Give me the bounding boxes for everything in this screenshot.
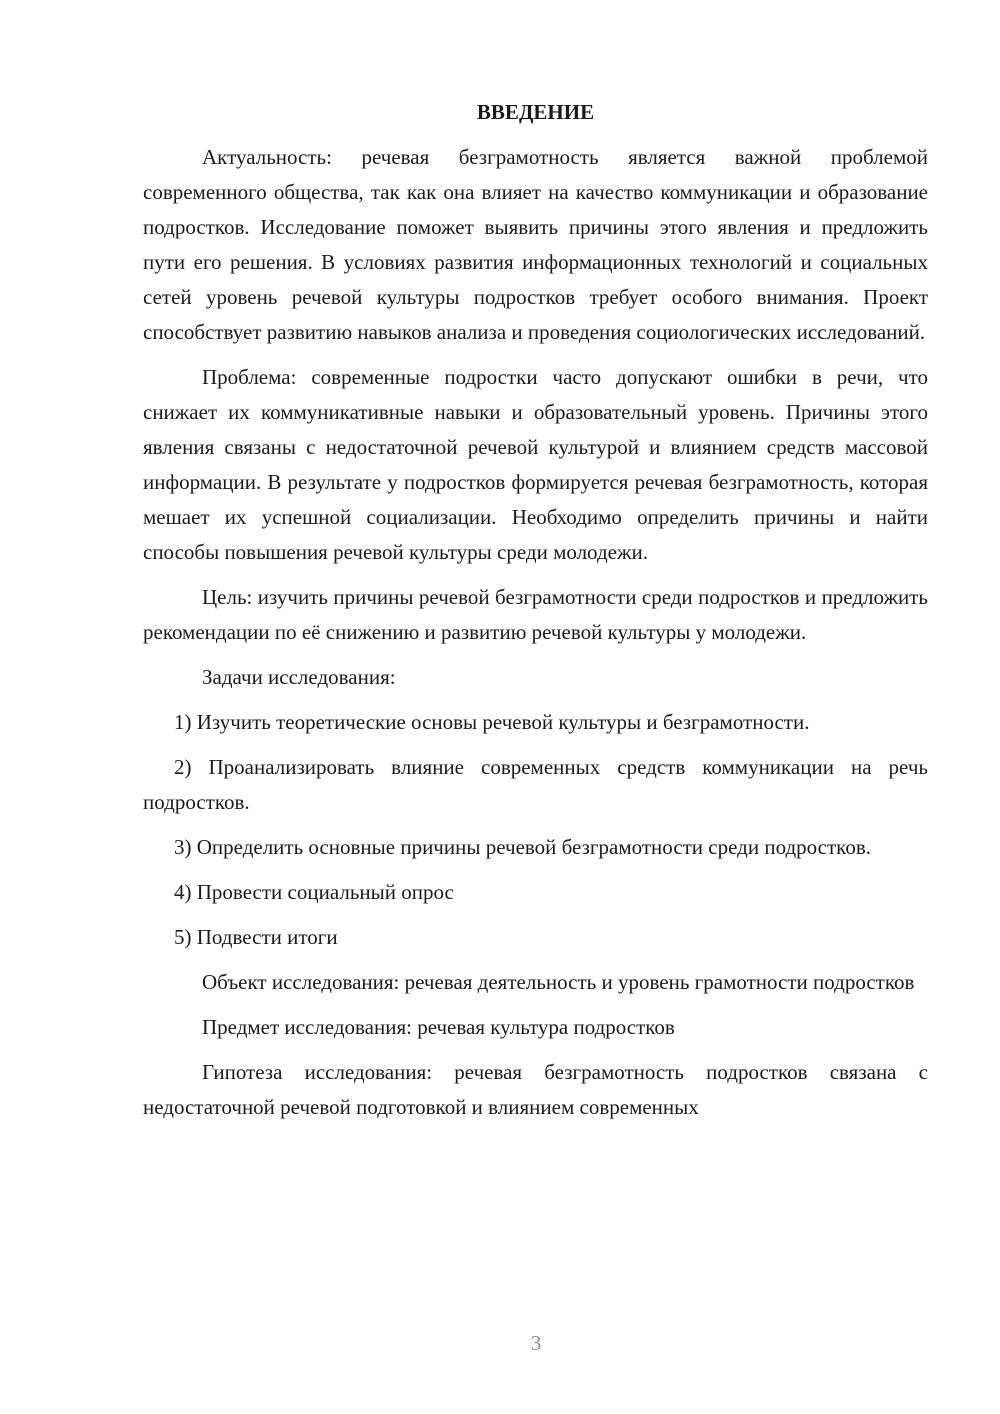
paragraph-relevance: Актуальность: речевая безграмотность является важной проблемой современного общества, так как она влияет на качество коммуникации и образование подростков. Исследование поможет выявить причины этого явления и предложить пути его решения. В условиях развития информационных технологий и социальных сетей уровень речевой культуры подростков требует особого внимания. Проект способствует развитию навыков анализа и проведения социологических исследований. — [143, 145, 928, 344]
paragraph-hypothesis: Гипотеза исследования: речевая безграмотность подростков связана с недостаточной речевой подготовкой и влиянием современных — [143, 1060, 928, 1119]
page-title: ВВЕДЕНИЕ — [476, 100, 595, 124]
paragraph-subject: Предмет исследования: речевая культура подростков — [202, 1015, 675, 1039]
list-item: 3) Определить основные причины речевой безграмотности среди подростков. — [174, 835, 871, 859]
tasks-list — [143, 705, 928, 955]
list-item: 1) Изучить теоретические основы речевой культуры и безграмотности. — [174, 710, 810, 734]
tasks-heading: Задачи исследования: — [202, 665, 396, 689]
list-item: 5) Подвести итоги — [174, 925, 338, 949]
paragraph-problem: Проблема: современные подростки часто допускают ошибки в речи, что снижает их коммуникативные навыки и образовательный уровень. Причины этого явления связаны с недостаточной речевой культурой и влиянием средств массовой информации. В результате у подростков формируется речевая безграмотность, которая мешает их успешной социализации. Необходимо определить причины и найти способы повышения речевой культуры среди молодежи. — [143, 365, 928, 564]
list-item: 2) Проанализировать влияние современных средств коммуникации на речь подростков. — [143, 755, 928, 814]
paragraph-object: Объект исследования: речевая деятельность и уровень грамотности подростков — [202, 970, 915, 994]
document-page — [143, 95, 928, 1135]
list-item: 4) Провести социальный опрос — [174, 880, 454, 904]
page-number: 3 — [530, 1331, 542, 1355]
paragraph-goal: Цель: изучить причины речевой безграмотности среди подростков и предложить рекомендации по её снижению и развитию речевой культуры у молодежи. — [143, 585, 928, 644]
